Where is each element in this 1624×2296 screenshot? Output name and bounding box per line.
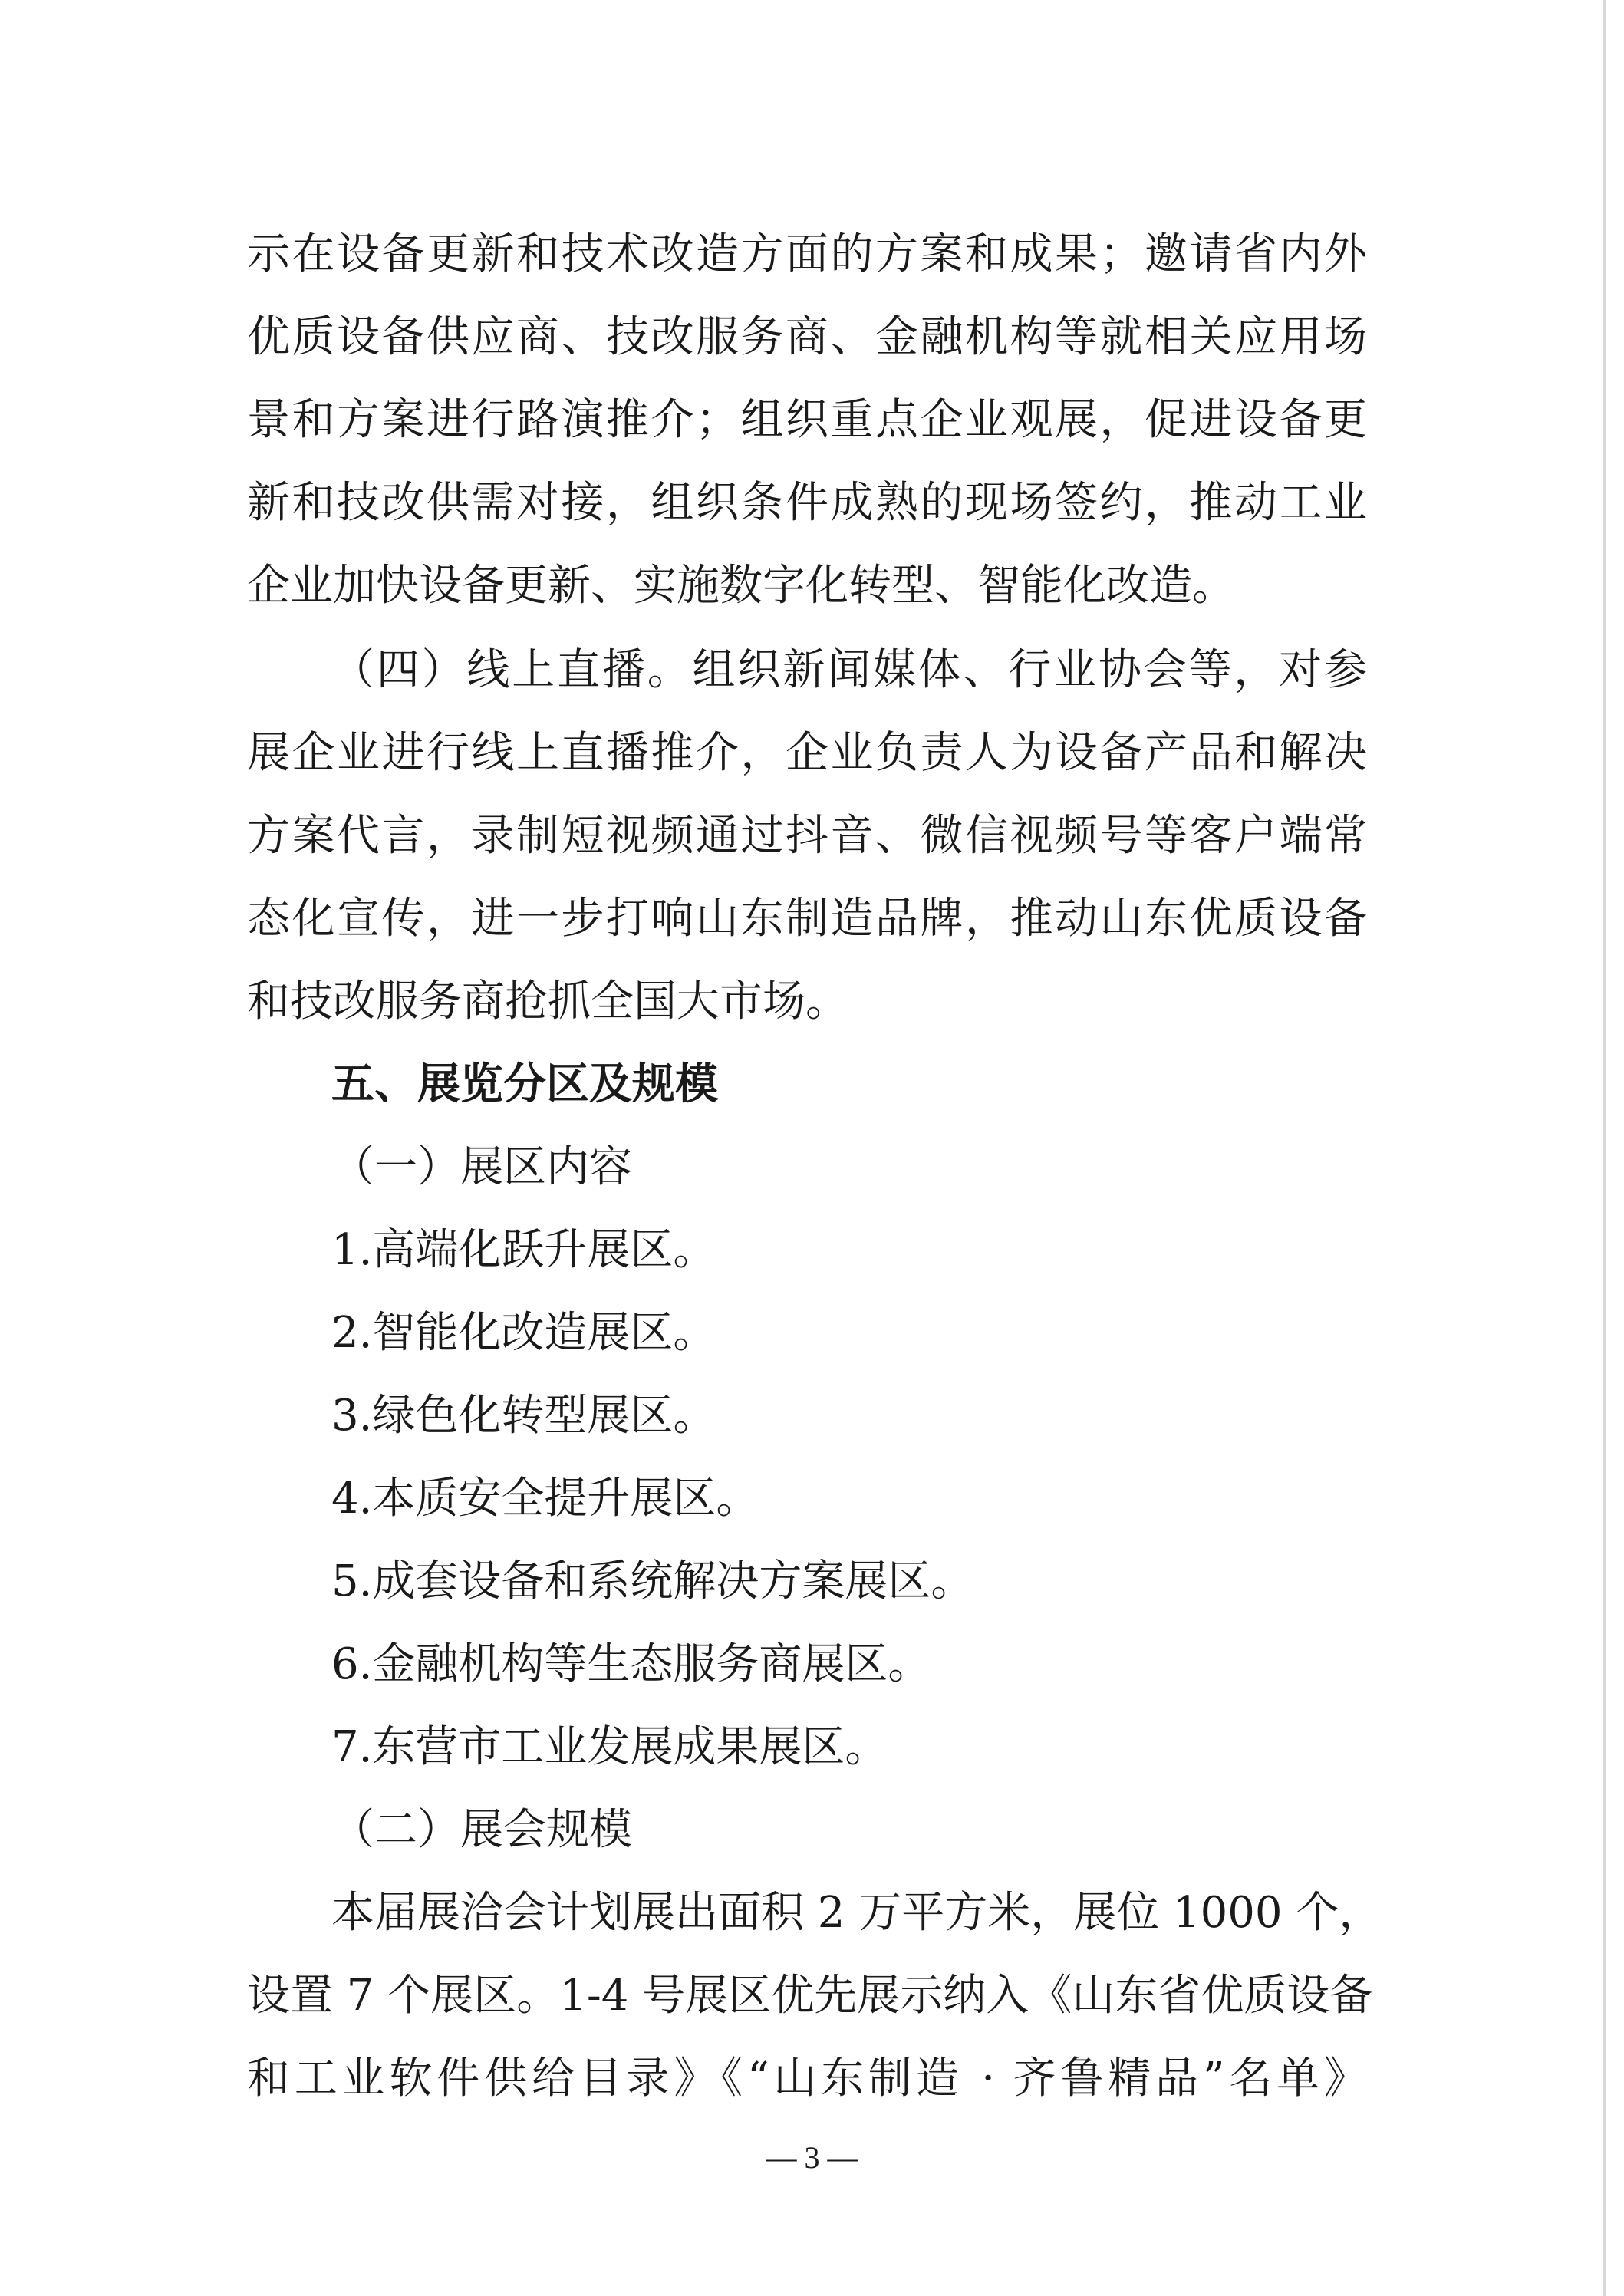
list-item: 2.智能化改造展区。 (331, 1308, 716, 1358)
paragraph-line: 优质设备供应商、技改服务商、金融机构等就相关应用场 (247, 312, 1367, 362)
page-number: — 3 — (766, 2140, 858, 2175)
paragraph-line: 展企业进行线上直播推介，企业负责人为设备产品和解决 (247, 728, 1367, 778)
paragraph-line: （四）线上直播。组织新闻媒体、行业协会等，对参 (331, 645, 1367, 695)
paragraph-line: 和工业软件供给目录》《“山东制造 · 齐鲁精品”名单》 (247, 2054, 1367, 2103)
paragraph-line: 本届展洽会计划展出面积 2 万平方米，展位 1000 个， (331, 1888, 1382, 1938)
list-item: 3.绿色化转型展区。 (331, 1391, 716, 1441)
paragraph-line: 方案代言，录制短视频通过抖音、微信视频号等客户端常 (247, 811, 1367, 861)
list-item: 6.金融机构等生态服务商展区。 (331, 1639, 931, 1689)
paragraph-line: 示在设备更新和技术改造方面的方案和成果；邀请省内外 (247, 229, 1367, 279)
list-item: 4.本质安全提升展区。 (331, 1474, 759, 1524)
list-item: 5.成套设备和系统解决方案展区。 (331, 1556, 974, 1606)
paragraph-line: 态化宣传，进一步打响山东制造品牌，推动山东优质设备 (247, 894, 1367, 944)
list-item: 7.东营市工业发展成果展区。 (331, 1722, 888, 1772)
paragraph-line: 企业加快设备更新、实施数字化转型、智能化改造。 (247, 561, 1235, 611)
subheading: （二）展会规模 (331, 1805, 632, 1855)
list-item: 1.高端化跃升展区。 (331, 1225, 716, 1275)
subheading: （一）展区内容 (331, 1142, 632, 1192)
paragraph-line: 和技改服务商抢抓全国大市场。 (247, 977, 848, 1026)
paragraph-line: 景和方案进行路演推介；组织重点企业观展，促进设备更 (247, 395, 1367, 445)
paragraph-line: 新和技改供需对接，组织条件成熟的现场签约，推动工业 (247, 478, 1367, 528)
section-heading: 五、展览分区及规模 (331, 1059, 718, 1109)
scan-edge-divider (1603, 0, 1606, 2296)
paragraph-line: 设置 7 个展区。1-4 号展区优先展示纳入《山东省优质设备 (247, 1971, 1373, 2021)
